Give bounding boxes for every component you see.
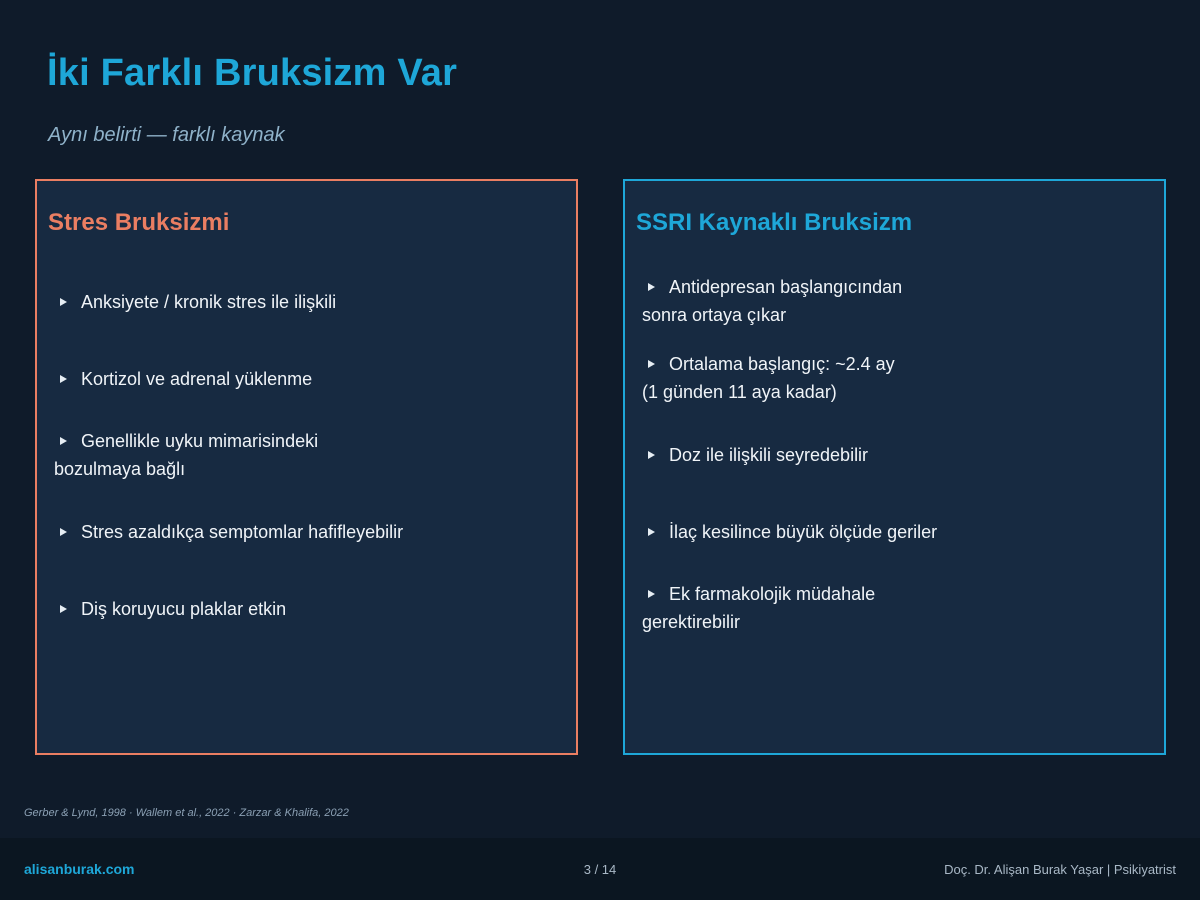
bullet-text: Genellikle uyku mimarisindeki bozulmaya bağlı — [54, 431, 319, 479]
triangle-right-icon — [60, 375, 67, 383]
bullet-text: Ek farmakolojik müdahale gerektirebilir — [642, 584, 876, 632]
triangle-right-icon — [60, 437, 67, 445]
bullet-text: İlaç kesilince büyük ölçüde geriler — [669, 522, 938, 542]
bullet-text: Antidepresan başlangıcından sonra ortaya çıkar — [642, 277, 903, 325]
triangle-right-icon — [648, 590, 655, 598]
triangle-right-icon — [648, 528, 655, 536]
triangle-right-icon — [648, 451, 655, 459]
list-item — [642, 350, 1144, 406]
stress-bruxism-card — [35, 179, 578, 755]
list-item — [642, 273, 1144, 329]
bullet-text: Diş koruyucu plaklar etkin — [81, 599, 287, 619]
list-item — [54, 365, 556, 393]
card-title: SSRI Kaynaklı Bruksizm — [636, 209, 913, 236]
citation: Gerber & Lynd, 1998 · Wallem et al., 2022 · Zarzar & Khalifa, 2022 — [24, 807, 349, 819]
bullet-text: Kortizol ve adrenal yüklenme — [81, 369, 313, 389]
triangle-right-icon — [60, 298, 67, 306]
list-item — [54, 595, 556, 623]
site-link[interactable]: alisanburak.com — [24, 861, 135, 877]
list-item — [642, 518, 1144, 546]
triangle-right-icon — [60, 528, 67, 536]
footer — [0, 838, 1200, 900]
bullet-text: Ortalama başlangıç: ~2.4 ay (1 günden 11 aya kadar) — [642, 354, 895, 402]
ssri-bruxism-card — [623, 179, 1166, 755]
list-item — [642, 441, 1144, 469]
list-item — [54, 518, 556, 546]
triangle-right-icon — [60, 605, 67, 613]
page-number: 3 / 14 — [583, 862, 617, 877]
bullet-text: Stres azaldıkça semptomlar hafifleyebilir — [81, 522, 404, 542]
slide-title: İki Farklı Bruksizm Var — [47, 52, 458, 94]
bullet-text: Anksiyete / kronik stres ile ilişkili — [81, 292, 337, 312]
bullet-text: Doz ile ilişkili seyredebilir — [669, 445, 869, 465]
triangle-right-icon — [648, 360, 655, 368]
author-credit: Doç. Dr. Alişan Burak Yaşar | Psikiyatrist — [944, 862, 1176, 877]
list-item — [642, 580, 1144, 636]
slide-subtitle: Aynı belirti — farklı kaynak — [48, 124, 285, 146]
list-item — [54, 288, 556, 316]
triangle-right-icon — [648, 283, 655, 291]
card-title: Stres Bruksizmi — [48, 209, 230, 236]
list-item — [54, 427, 556, 483]
